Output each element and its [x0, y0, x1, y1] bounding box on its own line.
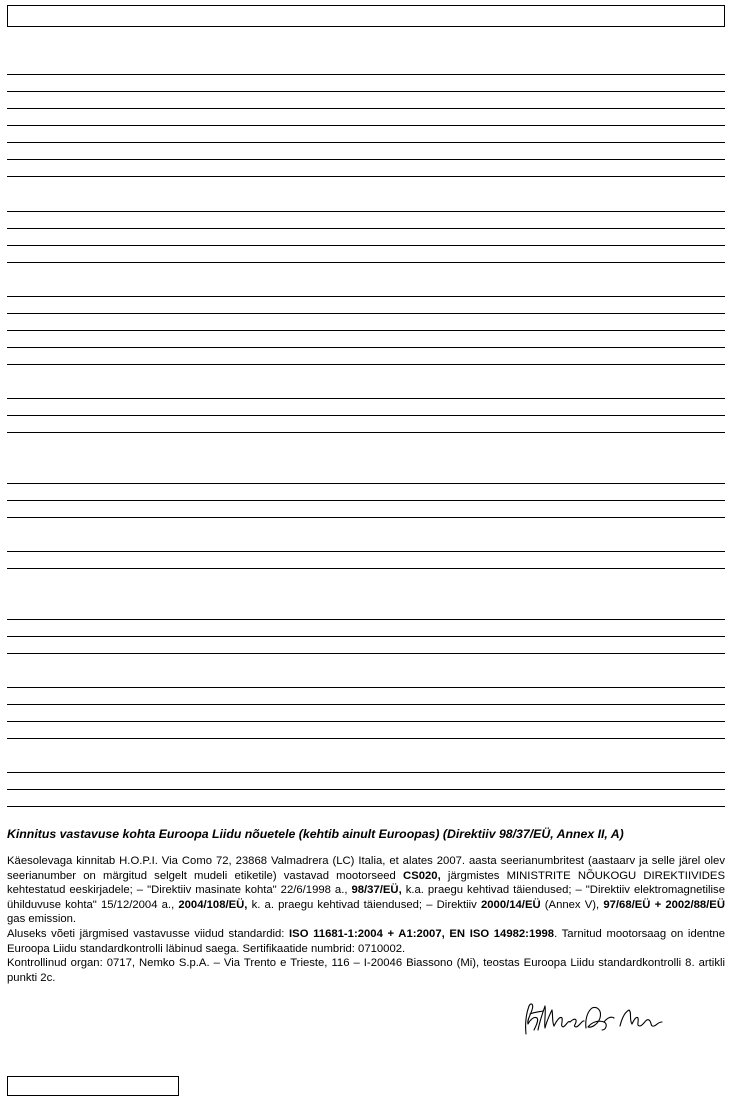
rule-line [7, 211, 725, 212]
rule-line [7, 245, 725, 246]
rule-line [7, 517, 725, 518]
directive-number: 2004/108/EÜ, [178, 898, 248, 911]
text-span: (Annex V), [540, 898, 604, 911]
text-span: gas emission. [7, 913, 77, 926]
text-span: Aluseks võeti järgmised vastavusse viidud standardid: [7, 927, 290, 940]
rule-line [7, 74, 725, 75]
rule-line [7, 500, 725, 501]
declaration-paragraph-3: Kontrollinud organ: 0717, Nemko S.p.A. – Via Trento e Trieste, 116 – I-20046 Biassono (Mi), teostas Euroopa Liidu standardkontrolli 8. artikli punkti 2c. [7, 957, 725, 984]
text-span: Käesolevaga kinnitab H.O.P.I. Via Como 72, 23868 Valmadrera (LC) Italia, et alates 2007. aasta seerianumbritest (aastaarv ja selle järel olev seerianumber on märgitud selgelt mudeli etiketile) vastavad mootorseed [7, 855, 725, 882]
footer-box [7, 1076, 179, 1096]
rule-line [7, 687, 725, 688]
rule-line [7, 91, 725, 92]
signature-image [512, 1000, 672, 1040]
standards-list: ISO 11681-1:2004 + A1:2007, EN ISO 14982:1998 [289, 927, 555, 940]
rule-line [7, 296, 725, 297]
rule-line [7, 619, 725, 620]
declaration-title: Kinnitus vastavuse kohta Euroopa Liidu nõuetele (kehtib ainult Euroopas) (Direktiiv 98/37/EÜ, Annex II, A) [7, 827, 624, 841]
declaration-paragraph-1 [7, 854, 725, 927]
rule-line [7, 108, 725, 109]
rule-line [7, 568, 725, 569]
rule-line [7, 125, 725, 126]
text-span: järgmistes MINISTRITE NÕUKOGU DIREKTIIVIDES kehtestatud eeskirjadele; – "Direktiiv masinate kohta" 22/6/1998 a., [7, 869, 725, 897]
rule-line [7, 398, 725, 399]
rule-line [7, 551, 725, 552]
rule-line [7, 159, 725, 160]
text-span: k.a. praegu kehtivad täiendused; – "Direktiiv elektromagnetilise ühilduvuse kohta" 15/12/2004 a., [7, 884, 725, 911]
rule-line [7, 313, 725, 314]
rule-line [7, 738, 725, 739]
rule-line [7, 142, 725, 143]
declaration-paragraph-2 [7, 927, 725, 956]
rule-line [7, 347, 725, 348]
declaration-body [7, 854, 725, 985]
rule-line [7, 176, 725, 177]
rule-line [7, 432, 725, 433]
model-name: CS020, [403, 869, 441, 882]
rule-line [7, 636, 725, 637]
rule-line [7, 704, 725, 705]
directive-number: 97/68/EÜ + 2002/88/EÜ [603, 898, 725, 911]
rule-line [7, 806, 725, 807]
rule-line [7, 789, 725, 790]
rule-line [7, 483, 725, 484]
rule-line [7, 228, 725, 229]
rule-line [7, 415, 725, 416]
rule-line [7, 653, 725, 654]
header-box [7, 5, 725, 27]
text-span: k. a. praegu kehtivad täiendused; – Direktiiv [247, 898, 481, 911]
conformity-declaration [7, 826, 725, 985]
rule-line [7, 364, 725, 365]
rule-line [7, 262, 725, 263]
rule-line [7, 721, 725, 722]
text-span: . Tarnitud mootorsaag on identne Euroopa Liidu standardkontrolli läbinud saega. Sertifikaatide numbrid: 0710002. [7, 927, 725, 955]
directive-number: 98/37/EÜ, [351, 884, 402, 897]
rule-line [7, 330, 725, 331]
rule-line [7, 772, 725, 773]
directive-number: 2000/14/EÜ [480, 898, 541, 911]
